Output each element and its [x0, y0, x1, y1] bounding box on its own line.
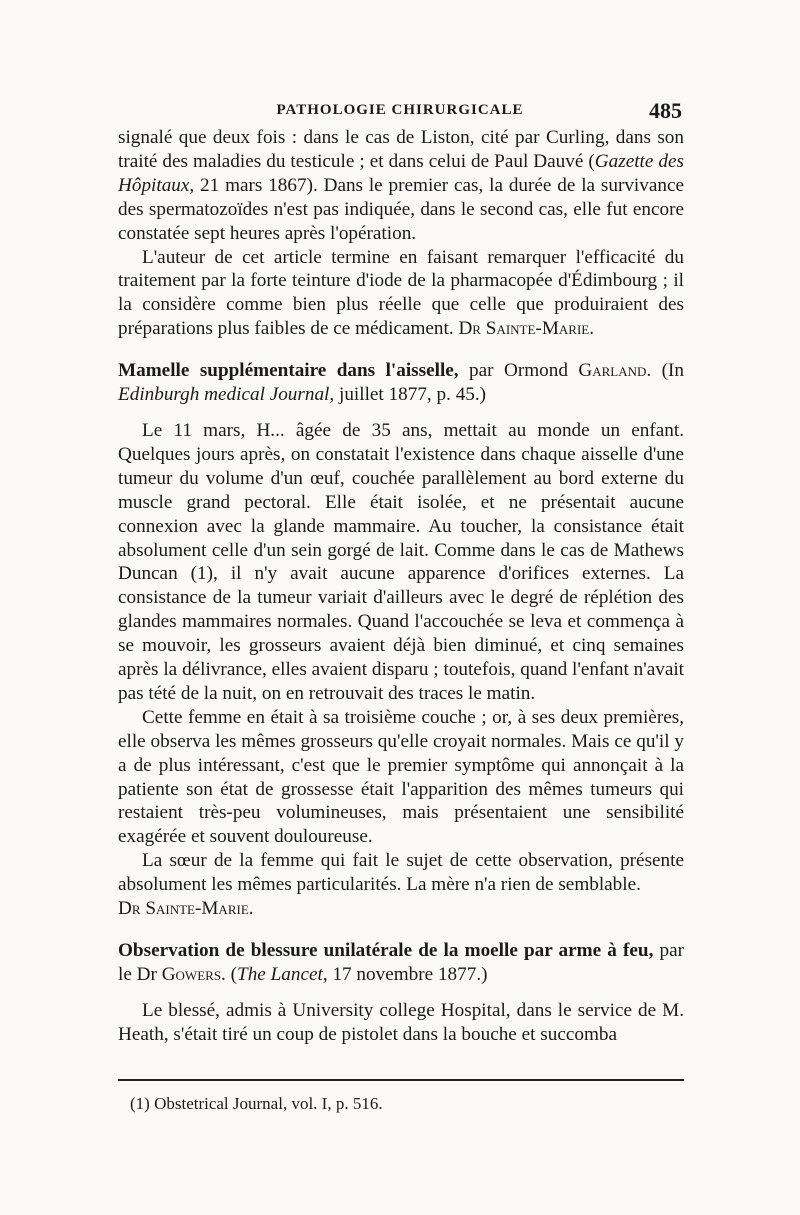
page-number: 485: [649, 98, 682, 123]
section-heading-blessure: [118, 939, 684, 987]
text-run: L'auteur de cet article termine en faisant remarquer l'efficacité du traitement par la forte teinture d'iode de la pharmacopée d'Édimbourg ; il la considère comme bien plus réelle que celle que produiraient des préparations plus faibles de ce médicament.: [118, 246, 684, 340]
text-run: , 21 mars 1867). Dans le premier cas, la durée de la survivance des spermatozoïdes n'est pas indiquée, dans le second cas, elle fut encore constatée sept heures après l'opération.: [118, 174, 684, 244]
section-heading-mamelle: [118, 359, 684, 407]
paragraph-continuation: [118, 126, 684, 246]
page-body: [118, 126, 684, 1047]
text-run: . (In: [646, 360, 685, 382]
text-run: signalé que deux fois : dans le cas de Liston, cité par Curling, dans son traité des maladies du testicule ; et dans celui de Paul Dauvé (: [118, 127, 684, 172]
text-run: , juillet 1877, p. 45.): [329, 384, 487, 406]
section-title: Mamelle supplémentaire dans l'aisselle,: [118, 360, 459, 382]
section-title: Observation de blessure unilatérale de la moelle par arme à feu,: [118, 940, 654, 961]
journal-title: Edinburgh medical Journal: [118, 384, 330, 406]
journal-title: The Lancet: [237, 963, 323, 985]
paragraph: Le 11 mars, H... âgée de 35 ans, mettait au monde un enfant. Quelques jours après, on constatait l'existence dans chaque aisselle d'une tumeur du volume d'un œuf, couchée parallèlement au bord externe du muscle grand pectoral. Elle était isolée, et ne présentait aucune connexion avec la glande mammaire. Au toucher, la consistance était absolument celle d'un sein gorgé de lait. Comme dans le cas de Mathews Duncan (1), il n'y avait aucune apparence d'orifices externes. La consistance de la tumeur variait d'ailleurs avec le degré de réplétion des glandes mammaires normales. Quand l'accouchée se leva et commença à se mouvoir, les grosseurs avaient déjà bien diminué, et cinq semaines après la délivrance, elles avaient disparu ; toutefois, quand l'enfant n'avait pas tété de la nuit, on en retrouvait des traces le matin.: [118, 419, 684, 704]
author-name: Garland: [578, 360, 647, 382]
running-title: PATHOLOGIE CHIRURGICALE: [276, 102, 524, 118]
journal-title: Gazette des Hôpitaux: [118, 150, 684, 196]
author-name: Gowers: [161, 963, 222, 985]
text-run: , 17 novembre 1877.): [322, 963, 488, 985]
footnote-rule: [118, 1079, 684, 1081]
footnote: (1) Obstetrical Journal, vol. I, p. 516.: [130, 1094, 383, 1113]
signature: Dr Sainte-Marie.: [458, 318, 595, 340]
signature-line: [118, 897, 684, 921]
paragraph: Le blessé, admis à University college Hospital, dans le service de M. Heath, s'était tiré un coup de pistolet dans la bouche et succomba: [118, 999, 684, 1045]
paragraph: La sœur de la femme qui fait le sujet de cette observation, présente absolument les mêmes particularités. La mère n'a rien de semblable.: [118, 850, 684, 896]
page-header: [118, 98, 682, 124]
paragraph: [118, 246, 684, 342]
paragraph: Cette femme en était à sa troisième couche ; or, à ses deux premières, elle observa les mêmes grosseurs qu'elle croyait normales. Mais ce qu'il y a de plus intéressant, c'est que le premier symptôme qui annonçait à la patiente son état de grossesse était l'apparition des mêmes tumeurs qui restaient très-peu volumineuses, mais présentaient une sensibilité exagérée et souvent douloureuse.: [118, 706, 684, 848]
text-run: par Ormond: [458, 360, 579, 382]
text-run: par le Dr: [118, 940, 684, 985]
signature: Dr Sainte-Marie.: [118, 898, 254, 920]
text-run: . (: [221, 963, 238, 985]
